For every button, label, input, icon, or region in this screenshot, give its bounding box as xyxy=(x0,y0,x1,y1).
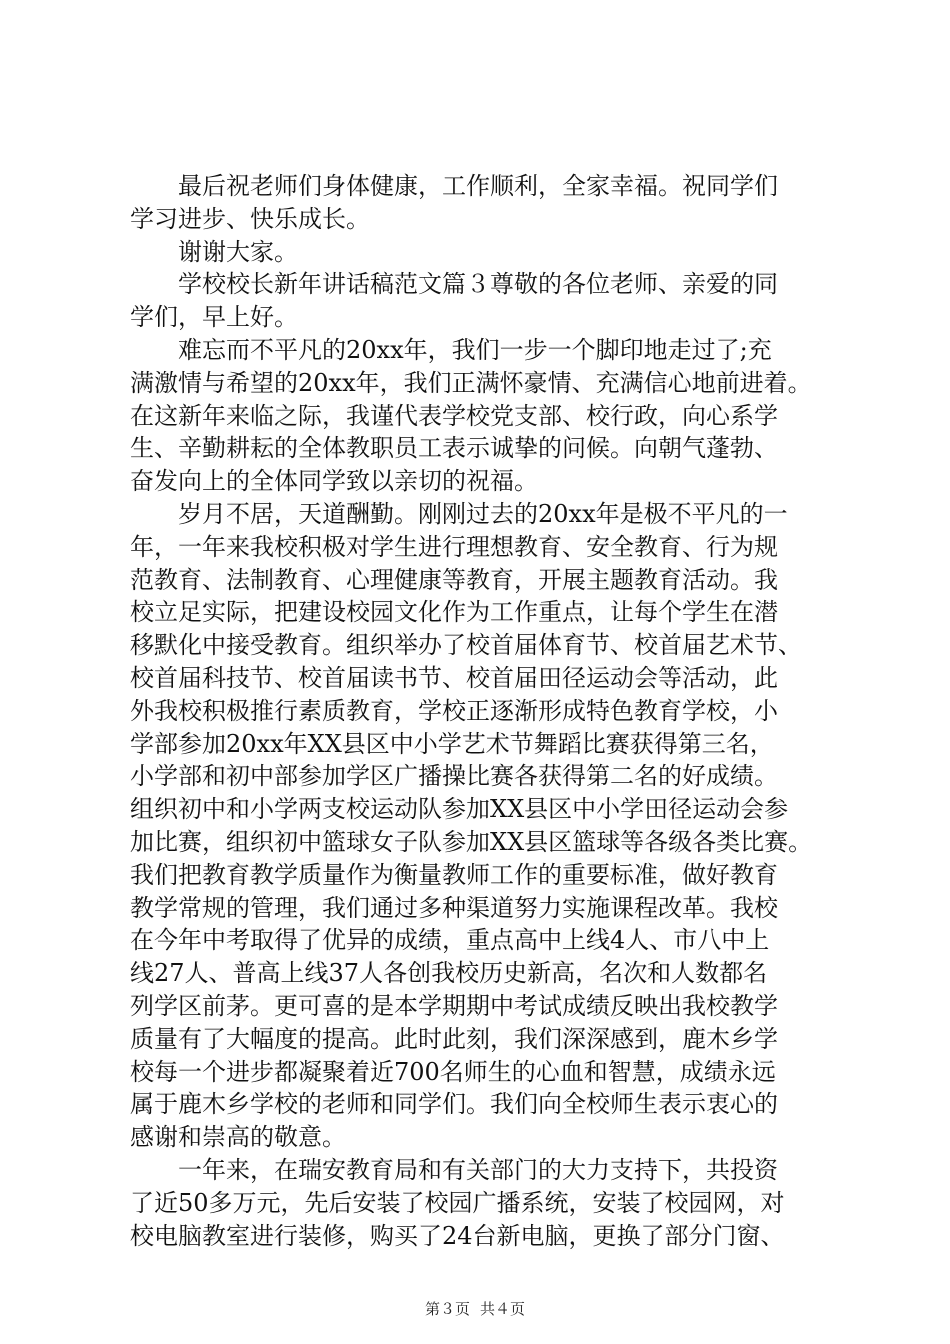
text-line: 了近50多万元，先后安装了校园广播系统，安装了校园网，对 xyxy=(130,1188,785,1217)
text-line: 学习进步、快乐成长。 xyxy=(130,204,370,233)
body-text xyxy=(130,170,830,1252)
text-line: 列学区前茅。更可喜的是本学期期中考试成绩反映出我校教学 xyxy=(130,991,778,1020)
text-line: 难忘而不平凡的20xx年，我们一步一个脚印地走过了;充 xyxy=(178,335,772,364)
page-total: 共４页 xyxy=(480,1300,526,1318)
text-line: 质量有了大幅度的提高。此时此刻，我们深深感到，鹿木乡学 xyxy=(130,1024,778,1053)
page-footer xyxy=(0,1300,950,1318)
text-line: 教学常规的管理，我们通过多种渠道努力实施课程改革。我校 xyxy=(130,893,778,922)
text-line: 最后祝老师们身体健康，工作顺利，全家幸福。祝同学们 xyxy=(178,172,778,200)
page-number: 第３页 xyxy=(424,1300,470,1318)
text-line: 组织初中和小学两支校运动队参加XX县区中小学田径运动会参 xyxy=(130,795,789,824)
text-line: 满激情与希望的20xx年，我们正满怀豪情、充满信心地前进着。 xyxy=(130,368,812,397)
text-line: 在这新年来临之际，我谨代表学校党支部、校行政，向心系学 xyxy=(130,401,778,430)
text-line: 外我校积极推行素质教育，学校正逐渐形成特色教育学校，小 xyxy=(130,696,778,725)
text-line: 校电脑教室进行装修，购买了24台新电脑，更换了部分门窗、 xyxy=(130,1221,785,1250)
text-line: 学们，早上好。 xyxy=(130,303,298,332)
text-line: 岁月不居，天道酬勤。刚刚过去的20xx年是极不平凡的一 xyxy=(178,499,788,528)
text-line: 在今年中考取得了优异的成绩，重点高中上线4人、市八中上 xyxy=(130,926,770,955)
text-line: 属于鹿木乡学校的老师和同学们。我们向全校师生表示衷心的 xyxy=(130,1090,778,1119)
text-line: 移默化中接受教育。组织举办了校首届体育节、校首届艺术节、 xyxy=(130,631,802,660)
text-line: 校首届科技节、校首届读书节、校首届田径运动会等活动，此 xyxy=(130,663,778,692)
text-line: 校立足实际，把建设校园文化作为工作重点，让每个学生在潜 xyxy=(130,598,778,627)
text-line: 小学部和初中部参加学区广播操比赛各获得第二名的好成绩。 xyxy=(130,762,778,791)
text-line: 加比赛，组织初中篮球女子队参加XX县区篮球等各级各类比赛。 xyxy=(130,827,813,856)
text-line: 范教育、法制教育、心理健康等教育，开展主题教育活动。我 xyxy=(130,565,778,594)
text-line: 学部参加20xx年XX县区中小学艺术节舞蹈比赛获得第三名， xyxy=(130,729,774,758)
text-line: 年，一年来我校积极对学生进行理想教育、安全教育、行为规 xyxy=(130,532,778,561)
text-line: 学校校长新年讲话稿范文篇３尊敬的各位老师、亲爱的同 xyxy=(178,270,778,299)
text-line: 生、辛勤耕耘的全体教职员工表示诚挚的问候。向朝气蓬勃、 xyxy=(130,434,778,463)
text-line: 谢谢大家。 xyxy=(178,237,298,266)
text-line: 奋发向上的全体同学致以亲切的祝福。 xyxy=(130,467,538,496)
text-line: 线27人、普高上线37人各创我校历史新高，名次和人数都名 xyxy=(130,959,768,988)
text-line: 校每一个进步都凝聚着近700名师生的心血和智慧，成绩永远 xyxy=(130,1057,776,1086)
text-line: 感谢和崇高的敬意。 xyxy=(130,1123,346,1152)
text-line: 我们把教育教学质量作为衡量教师工作的重要标准，做好教育 xyxy=(130,860,778,889)
text-line: 一年来，在瑞安教育局和有关部门的大力支持下，共投资 xyxy=(178,1155,778,1184)
